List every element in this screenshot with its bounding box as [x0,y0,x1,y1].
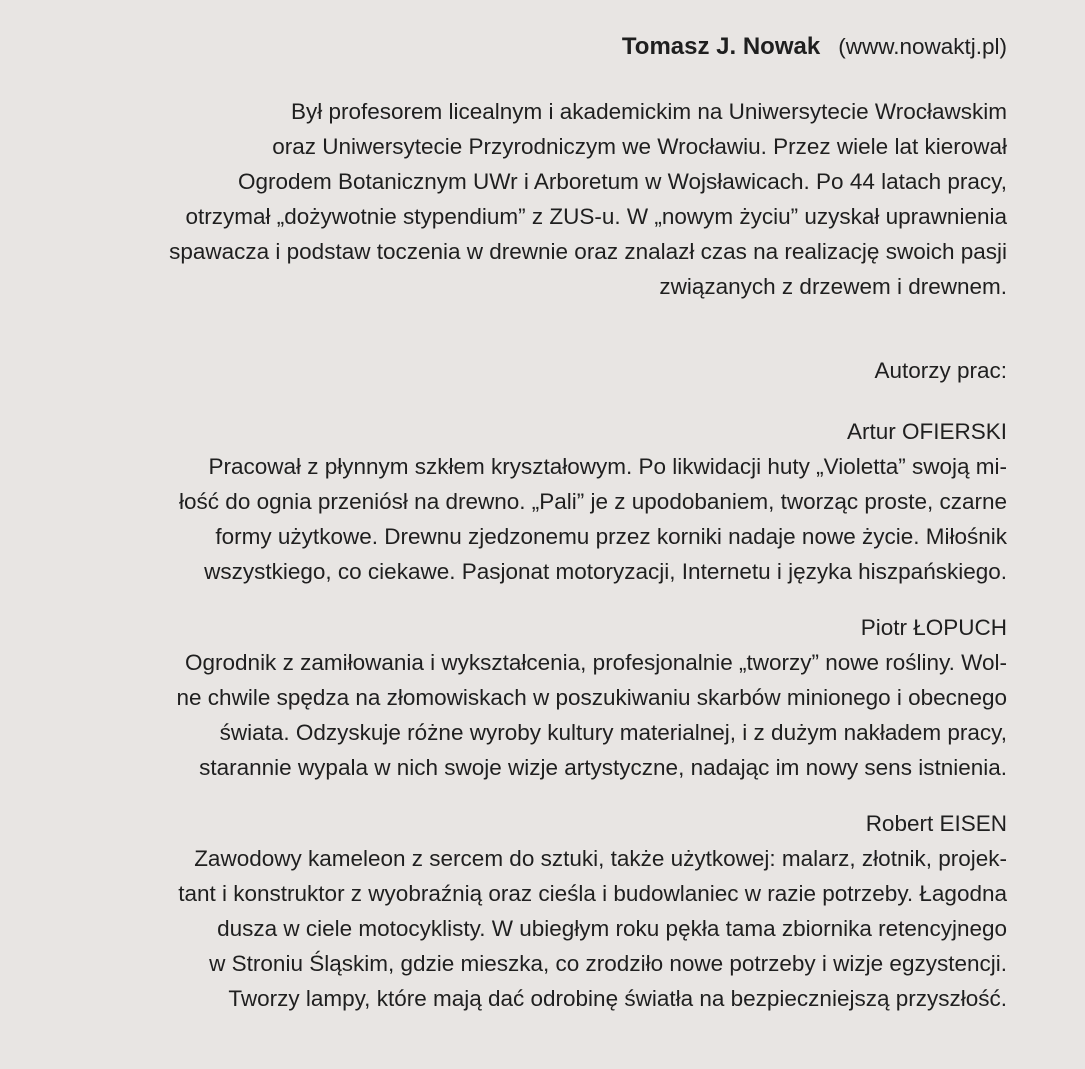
work-author-line: łość do ognia przeniósł na drewno. „Pali” je z upodobaniem, tworząc proste, czarne [179,489,1007,514]
work-author-line: formy użytkowe. Drewnu zjedzonemu przez korniki nadaje nowe życie. Miłośnik [215,524,1007,549]
bio-line: oraz Uniwersytecie Przyrodniczym we Wrocławiu. Przez wiele lat kierował [272,134,1007,159]
bio-line: Był profesorem licealnym i akademickim na Uniwersytecie Wrocławskim [290,99,1007,124]
work-author-line: dusza w ciele motocyklisty. W ubiegłym roku pękła tama zbiornika retencyjnego [217,916,1007,941]
work-author-name: Piotr ŁOPUCH [860,615,1007,640]
work-author-line: Zawodowy kameleon z sercem do sztuki, także użytkowej: malarz, złotnik, projek- [194,846,1007,871]
work-author-line: Tworzy lampy, które mają dać odrobinę światła na bezpieczniejszą przyszłość. [228,986,1007,1011]
work-author-line: tant i konstruktor z wyobraźnią oraz cieśla i budowlaniec w razie potrzeby. Łagodna [178,881,1007,906]
bio-line: otrzymał „dożywotnie stypendium” z ZUS-u. W „nowym życiu” uzyskał uprawnienia [185,204,1007,229]
work-author-name: Robert EISEN [865,811,1007,836]
work-author-line: świata. Odzyskuje różne wyroby kultury materialnej, i z dużym nakładem pracy, [219,720,1007,745]
work-author-line: Ogrodnik z zamiłowania i wykształcenia, profesjonalnie „tworzy” nowe rośliny. Wol- [185,650,1007,675]
work-author-line: starannie wypala w nich swoje wizje artystyczne, nadając im nowy sens istnienia. [199,755,1007,780]
bio-line: związanych z drzewem i drewnem. [659,274,1007,299]
work-author-name: Artur OFIERSKI [846,419,1007,444]
work-author-line: w Stroniu Śląskim, gdzie mieszka, co zrodziło nowe potrzeby i wizje egzystencji. [209,951,1007,976]
author-name: Tomasz J. Nowak [621,33,821,60]
work-author-line: Pracował z płynnym szkłem kryształowym. Po likwidacji huty „Violetta” swoją mi- [208,454,1007,479]
author-header [622,32,1007,62]
work-author-line: wszystkiego, co ciekawe. Pasjonat motoryzacji, Internetu i języka hiszpańskiego. [204,559,1007,584]
author-website: (www.nowaktj.pl) [838,34,1007,59]
bio-line: spawacza i podstaw toczenia w drewnie oraz znalazł czas na realizację swoich pasji [169,239,1007,264]
work-author-line: ne chwile spędza na złomowiskach w poszukiwaniu skarbów minionego i obecnego [176,685,1007,710]
bio-line: Ogrodem Botanicznym UWr i Arboretum w Wojsławicach. Po 44 latach pracy, [237,169,1007,194]
authors-heading: Autorzy prac: [874,358,1007,383]
